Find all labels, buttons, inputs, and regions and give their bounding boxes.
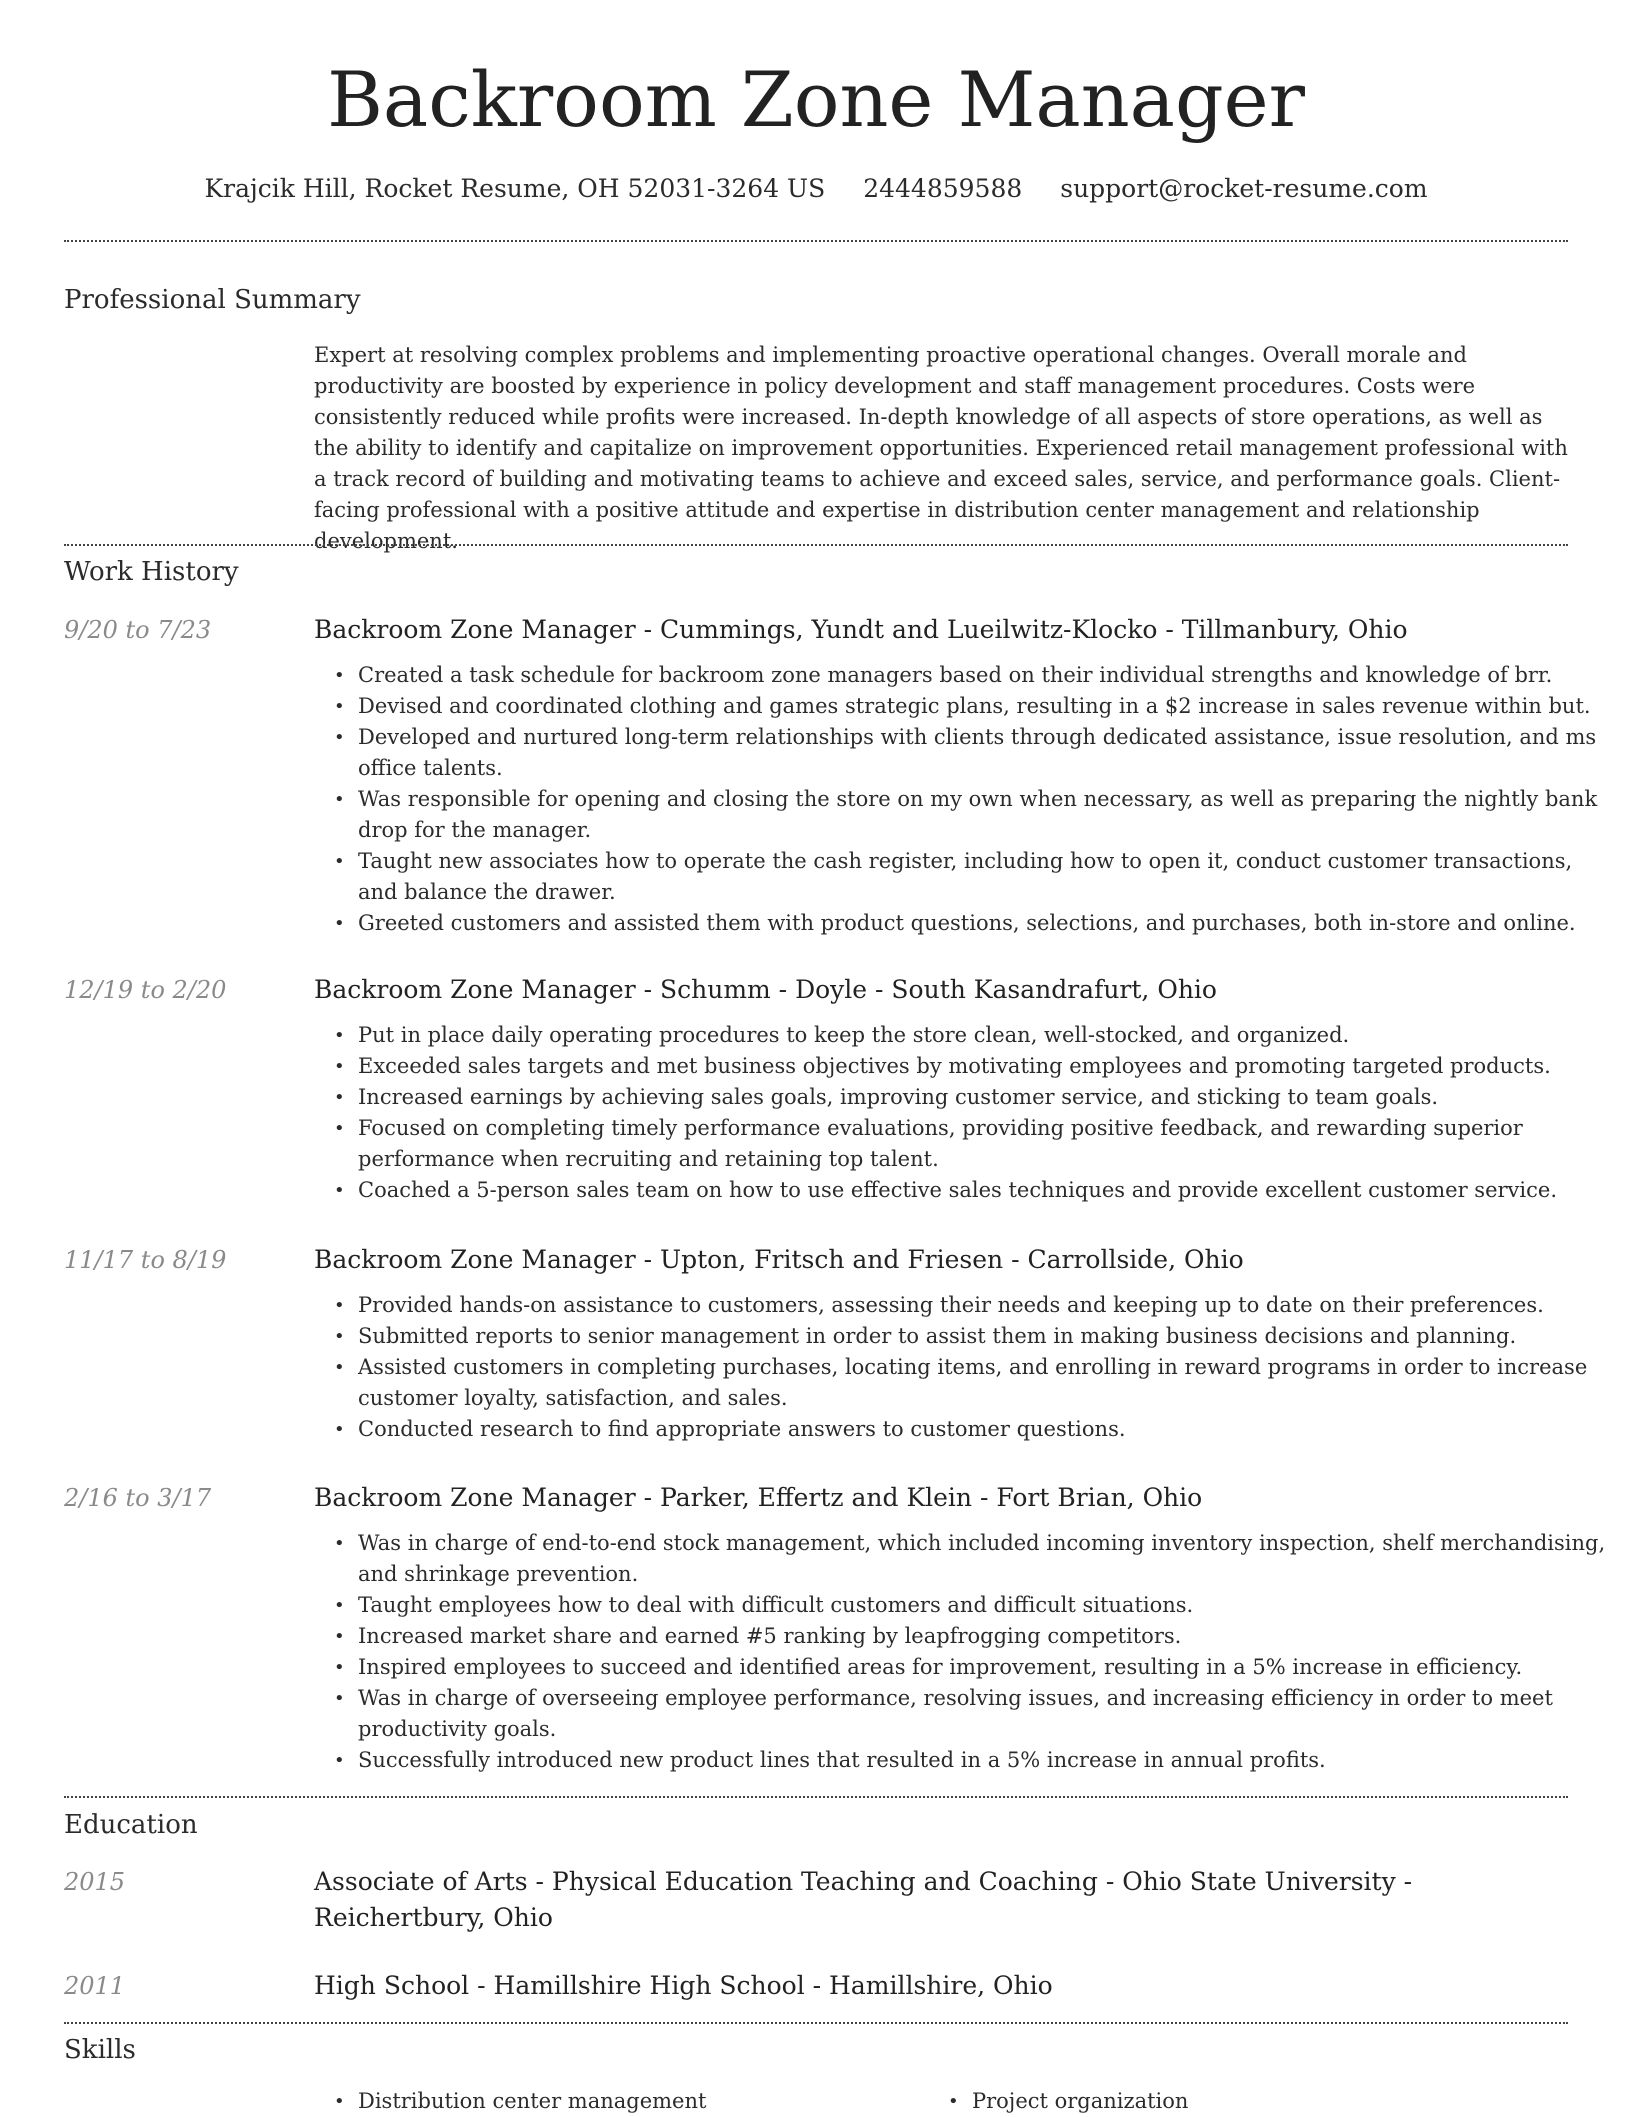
section-title-work: Work History <box>64 557 239 587</box>
job-bullet: • Focused on completing timely performance evaluations, providing positive feedback, and rewarding superior performance when recruiting and retaining top talent. <box>358 1113 1612 1175</box>
candidate-name: Backroom Zone Manager <box>327 55 1305 144</box>
job-title: Backroom Zone Manager - Parker, Effertz and Klein - Fort Brian, Ohio <box>314 1483 1203 1512</box>
job-bullet: • Conducted research to find appropriate answers to customer questions. <box>358 1414 1612 1445</box>
job-date: 12/19 to 2/20 <box>64 976 227 1004</box>
job-bullet: • Assisted customers in completing purchases, locating items, and enrolling in reward programs in order to increase customer loyalty, satisfaction, and sales. <box>358 1352 1612 1414</box>
divider-work <box>64 1796 1568 1798</box>
education-title: Associate of Arts - Physical Education Teaching and Coaching - Ohio State University - Reichertbury, Ohio <box>314 1867 1413 1932</box>
job-bullet: • Created a task schedule for backroom zone managers based on their individual strengths and knowledge of brr. <box>358 660 1612 691</box>
job-bullet: • Increased earnings by achieving sales goals, improving customer service, and sticking to team goals. <box>358 1082 1612 1113</box>
divider-summary <box>64 544 1568 546</box>
job-bullet: • Submitted reports to senior management in order to assist them in making business decisions and planning. <box>358 1321 1612 1352</box>
section-title-skills: Skills <box>64 2035 136 2065</box>
education-title: High School - Hamillshire High School - Hamillshire, Ohio <box>314 1971 1053 2000</box>
job-title: Backroom Zone Manager - Upton, Fritsch and Friesen - Carrollside, Ohio <box>314 1245 1244 1274</box>
job-bullet: • Was in charge of end-to-end stock management, which included incoming inventory inspection, shelf merchandising, and shrinkage prevention. <box>358 1528 1612 1590</box>
skills-column-right <box>928 2086 1188 2117</box>
job-bullet: • Successfully introduced new product lines that resulted in a 5% increase in annual profits. <box>358 1745 1612 1776</box>
job-bullet: • Was in charge of overseeing employee performance, resolving issues, and increasing efficiency in order to meet productivity goals. <box>358 1683 1612 1745</box>
contact-phone: 2444859588 <box>863 174 1023 203</box>
job-bullets <box>314 1528 1612 1776</box>
job-bullet: • Exceeded sales targets and met business objectives by motivating employees and promoting targeted products. <box>358 1051 1612 1082</box>
divider-education <box>64 2022 1568 2024</box>
education-date: 2015 <box>64 1868 126 1896</box>
job-title: Backroom Zone Manager - Schumm - Doyle - South Kasandrafurt, Ohio <box>314 975 1217 1004</box>
job-bullet: • Developed and nurtured long-term relationships with clients through dedicated assistance, issue resolution, and ms office talents. <box>358 722 1612 784</box>
job-bullet: • Inspired employees to succeed and identified areas for improvement, resulting in a 5% increase in efficiency. <box>358 1652 1612 1683</box>
contact-line <box>0 170 1632 208</box>
job-bullet: • Was responsible for opening and closing the store on my own when necessary, as well as preparing the nightly bank drop for the manager. <box>358 784 1612 846</box>
summary-text: Expert at resolving complex problems and implementing proactive operational changes. Overall morale and productivity are boosted by experience in policy development and staff management procedures. Costs were consistently reduced while profits were increased. In-depth knowledge of all aspects of store operations, as well as the ability to identify and capitalize on improvement opportunities. Experienced retail management professional with a track record of building and motivating teams to achieve and exceed sales, service, and performance goals. Client-facing professional with a positive attitude and expertise in distribution center management and relationship development. <box>314 343 1568 553</box>
job-bullet: • Taught new associates how to operate the cash register, including how to open it, conduct customer transactions, and balance the drawer. <box>358 846 1612 908</box>
skills-column-left <box>314 2086 706 2117</box>
contact-email: support@rocket-resume.com <box>1060 174 1428 203</box>
skill-item: • Project organization <box>972 2086 1188 2117</box>
job-bullet: • Put in place daily operating procedures to keep the store clean, well-stocked, and organized. <box>358 1020 1612 1051</box>
education-date: 2011 <box>64 1972 126 2000</box>
job-bullets <box>314 660 1612 939</box>
job-bullet: • Devised and coordinated clothing and games strategic plans, resulting in a $2 increase in sales revenue within but. <box>358 691 1612 722</box>
job-bullet: • Greeted customers and assisted them with product questions, selections, and purchases, both in-store and online. <box>358 908 1612 939</box>
job-bullet: • Provided hands-on assistance to customers, assessing their needs and keeping up to date on their preferences. <box>358 1290 1612 1321</box>
job-bullet: • Taught employees how to deal with difficult customers and difficult situations. <box>358 1590 1612 1621</box>
job-bullet: • Coached a 5-person sales team on how to use effective sales techniques and provide excellent customer service. <box>358 1175 1612 1206</box>
job-title: Backroom Zone Manager - Cummings, Yundt and Lueilwitz-Klocko - Tillmanbury, Ohio <box>314 615 1408 644</box>
divider-header <box>64 240 1568 242</box>
job-bullets <box>314 1020 1612 1206</box>
job-bullets <box>314 1290 1612 1445</box>
section-title-education: Education <box>64 1810 198 1840</box>
contact-address: Krajcik Hill, Rocket Resume, OH 52031-3264 US <box>204 174 826 203</box>
job-date: 9/20 to 7/23 <box>64 616 212 644</box>
section-title-summary: Professional Summary <box>64 285 361 315</box>
skill-item: • Distribution center management <box>358 2086 706 2117</box>
job-bullet: • Increased market share and earned #5 ranking by leapfrogging competitors. <box>358 1621 1612 1652</box>
job-date: 11/17 to 8/19 <box>64 1246 227 1274</box>
job-date: 2/16 to 3/17 <box>64 1484 212 1512</box>
